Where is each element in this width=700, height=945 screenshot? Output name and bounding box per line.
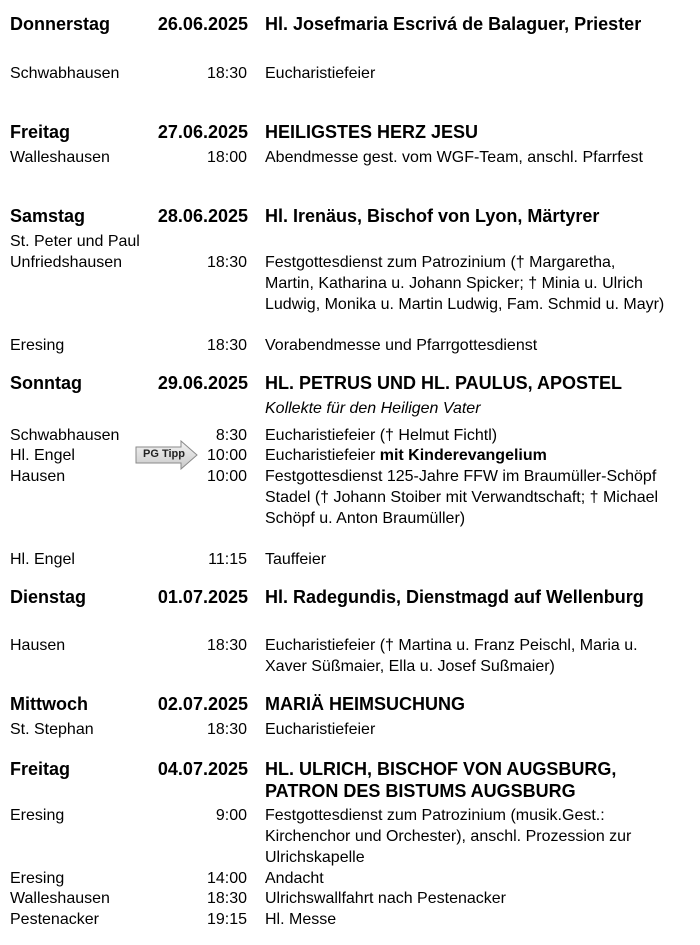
day-date: 27.06.2025 <box>157 122 248 142</box>
day-date: 02.07.2025 <box>157 694 248 714</box>
service-description: Ulrichswallfahrt nach Pestenacker <box>265 890 506 907</box>
service-place: Walleshausen <box>10 149 110 166</box>
service-time: 18:30 <box>206 65 247 82</box>
service-description: Vorabendmesse und Pfarrgottesdienst <box>265 337 538 354</box>
day-date: 04.07.2025 <box>157 759 248 779</box>
feast-title: MARIÄ HEIMSUCHUNG <box>265 694 465 714</box>
service-place: St. Stephan <box>10 721 94 738</box>
service-description: Eucharistiefeier <box>265 65 376 82</box>
feast-title: HEILIGSTES HERZ JESU <box>265 122 479 142</box>
service-place: Walleshausen <box>10 890 110 907</box>
pg-tipp-label: PG Tipp <box>143 448 185 460</box>
service-description: Festgottesdienst zum Patrozinium (musik.Gest.: Kirchenchor und Orchester), anschl. Prozession zur Ulrichskapelle <box>265 807 632 866</box>
day-date: 26.06.2025 <box>157 14 248 34</box>
service-description: Festgottesdienst zum Patrozinium († Margaretha, Martin, Katharina u. Johann Spicker; † Minia u. Ulrich Ludwig, Monika u. Martin Ludwig, Fam. Schmid u. Mayr) <box>265 254 665 313</box>
day-date: 29.06.2025 <box>157 373 248 393</box>
service-description: Eucharistiefeier († Martina u. Franz Peischl, Maria u. Xaver Süßmaier, Ella u. Josef Sußmaier) <box>265 637 638 675</box>
service-place: Schwabhausen <box>10 65 120 82</box>
day-name: Donnerstag <box>10 14 111 34</box>
service-place: Eresing <box>10 870 65 887</box>
feast-title: Hl. Josefmaria Escrivá de Balaguer, Priester <box>265 14 642 34</box>
day-name: Freitag <box>10 122 71 142</box>
service-time: 18:30 <box>206 721 247 738</box>
service-description-highlight: mit Kinderevangelium <box>379 447 547 464</box>
service-time: 18:30 <box>206 890 247 907</box>
service-time: 8:30 <box>215 427 247 444</box>
day-name: Dienstag <box>10 587 87 607</box>
service-description: Eucharistiefeier († Helmut Fichtl) <box>265 427 498 444</box>
service-place: Hausen <box>10 468 66 485</box>
service-description: Tauffeier <box>265 551 327 568</box>
feast-title: HL. PETRUS UND HL. PAULUS, APOSTEL <box>265 373 623 393</box>
service-description: Hl. Messe <box>265 911 337 928</box>
service-place: Eresing <box>10 337 65 354</box>
day-date: 28.06.2025 <box>157 206 248 226</box>
service-description <box>265 445 665 466</box>
service-time: 10:00 <box>206 468 247 485</box>
feast-title: Hl. Irenäus, Bischof von Lyon, Märtyrer <box>265 206 600 226</box>
day-name: Mittwoch <box>10 694 88 714</box>
day-name: Samstag <box>10 206 86 226</box>
day-name: Sonntag <box>10 373 82 393</box>
service-time: 9:00 <box>215 807 247 824</box>
service-description: Festgottesdienst 125-Jahre FFW im Braumüller-Schöpf Stadel († Johann Stoiber mit Verwandtschaft; † Michael Schöpf u. Anton Braumüller) <box>265 468 659 527</box>
service-time: 14:00 <box>206 870 247 887</box>
pg-tipp-arrow-badge <box>135 440 199 470</box>
service-time: 18:30 <box>206 337 247 354</box>
day-name: Freitag <box>10 759 71 779</box>
service-time: 11:15 <box>208 551 247 568</box>
service-place: Hausen <box>10 637 66 654</box>
service-time: 18:30 <box>206 637 247 654</box>
service-place: Pestenacker <box>10 911 99 928</box>
day-date: 01.07.2025 <box>157 587 248 607</box>
service-description: Andacht <box>265 870 324 887</box>
service-place: Hl. Engel <box>10 551 75 568</box>
service-time: 18:00 <box>206 149 247 166</box>
service-description-text: Eucharistiefeier <box>265 447 380 464</box>
service-place: Schwabhausen <box>10 427 120 444</box>
service-place: St. Peter und Paul <box>10 233 140 250</box>
feast-title: Hl. Radegundis, Dienstmagd auf Wellenburg <box>265 587 644 607</box>
service-description: Abendmesse gest. vom WGF-Team, anschl. Pfarrfest <box>265 149 643 166</box>
service-time: 18:30 <box>206 254 247 271</box>
collection-note: Kollekte für den Heiligen Vater <box>265 400 481 417</box>
service-description: Eucharistiefeier <box>265 721 376 738</box>
service-time: 10:00 <box>206 447 247 464</box>
service-place: Unfriedshausen <box>10 254 123 271</box>
service-place: Eresing <box>10 807 65 824</box>
service-place: Hl. Engel <box>10 447 75 464</box>
feast-title: HL. ULRICH, BISCHOF VON AUGSBURG, PATRON DES BISTUMS AUGSBURG <box>265 759 617 801</box>
service-time: 19:15 <box>206 911 247 928</box>
